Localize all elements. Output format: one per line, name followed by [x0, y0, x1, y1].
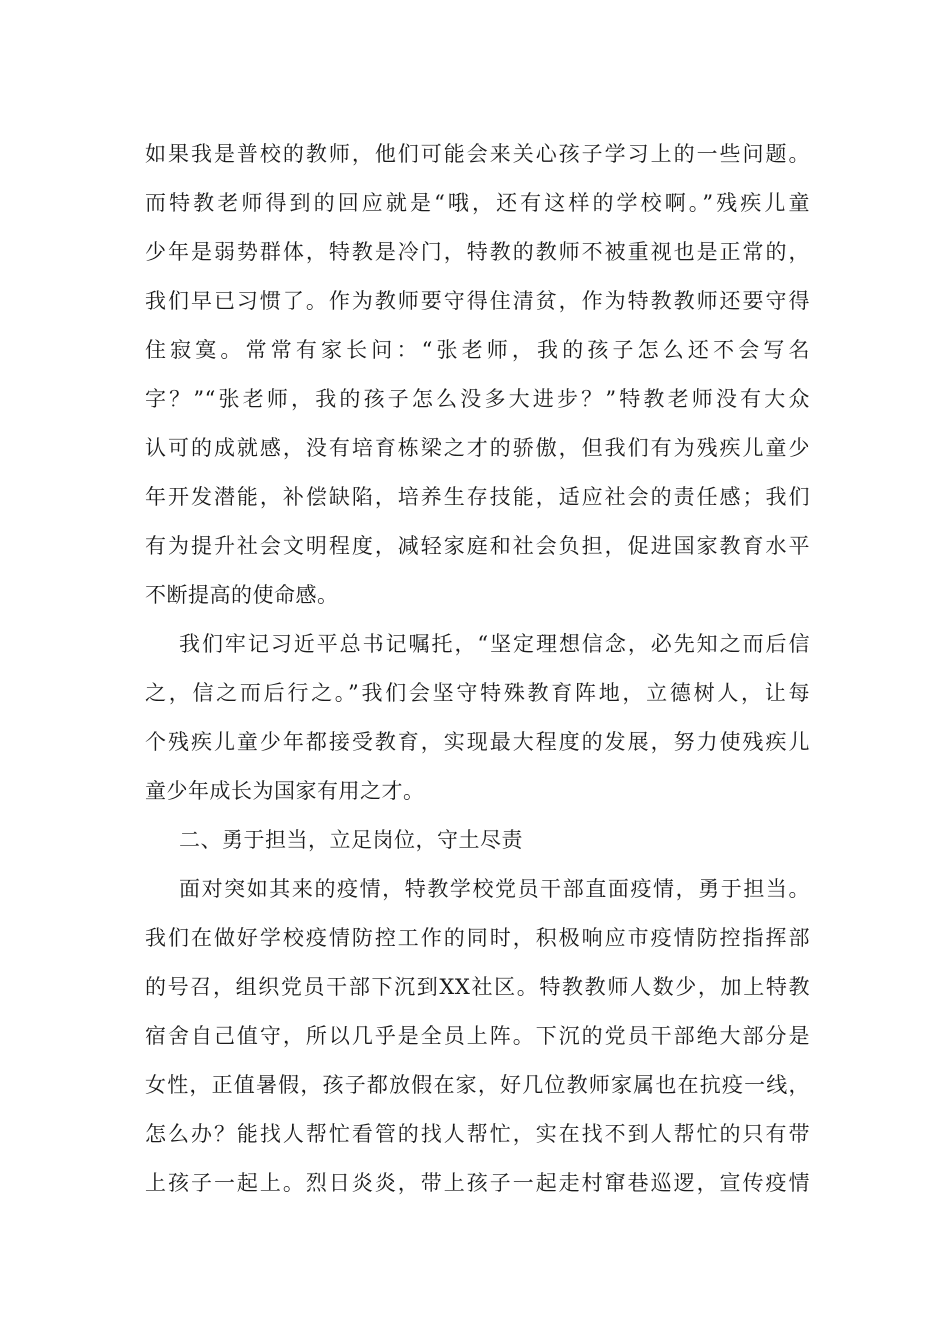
text-line: 个残疾儿童少年都接受教育，实现最大程度的发展，努力使残疾儿 [145, 730, 810, 754]
text-line: 少年是弱势群体，特教是冷门，特教的教师不被重视也是正常的， [145, 240, 810, 264]
text-line: 童少年成长为国家有用之才。 [145, 779, 425, 803]
text-line: 我们在做好学校疫情防控工作的同时，积极响应市疫情防控指挥部 [145, 926, 810, 950]
section-heading: 二、勇于担当，立足岗位，守土尽责 [179, 828, 523, 852]
text-line: 我们牢记习近平总书记嘱托，“坚定理想信念，必先知之而后信 [179, 632, 810, 656]
text-line: 怎么办？能找人帮忙看管的找人帮忙，实在找不到人帮忙的只有带 [145, 1122, 810, 1146]
text-line: 不断提高的使命感。 [145, 583, 339, 607]
text-line: 字？”“张老师，我的孩子怎么没多大进步？”特教老师没有大众 [145, 387, 810, 411]
text-line: 之，信之而后行之。”我们会坚守特殊教育阵地，立德树人，让每 [145, 681, 810, 705]
text-line: 如果我是普校的教师，他们可能会来关心孩子学习上的一些问题。 [145, 142, 810, 166]
text-line: 住寂寞。常常有家长问：“张老师，我的孩子怎么还不会写名 [145, 338, 810, 362]
text-line: 而特教老师得到的回应就是“哦，还有这样的学校啊。”残疾儿童 [145, 191, 810, 215]
text-line: 面对突如其来的疫情，特教学校党员干部直面疫情，勇于担当。 [179, 877, 810, 901]
text-line: 女性，正值暑假，孩子都放假在家，好几位教师家属也在抗疫一线， [145, 1073, 810, 1097]
text-line: 有为提升社会文明程度，减轻家庭和社会负担，促进国家教育水平 [145, 534, 810, 558]
text-line: 上孩子一起上。烈日炎炎，带上孩子一起走村窜巷巡逻，宣传疫情 [145, 1171, 810, 1195]
text-line: 认可的成就感，没有培育栋梁之才的骄傲，但我们有为残疾儿童少 [145, 436, 810, 460]
text-line: 年开发潜能，补偿缺陷，培养生存技能，适应社会的责任感；我们 [145, 485, 810, 509]
text-line: 的号召，组织党员干部下沉到XX社区。特教教师人数少，加上特教 [145, 975, 810, 999]
body-text [145, 130, 810, 1208]
text-line: 宿舍自己值守，所以几乎是全员上阵。下沉的党员干部绝大部分是 [145, 1024, 810, 1048]
text-line: 我们早已习惯了。作为教师要守得住清贫，作为特教教师还要守得 [145, 289, 810, 313]
